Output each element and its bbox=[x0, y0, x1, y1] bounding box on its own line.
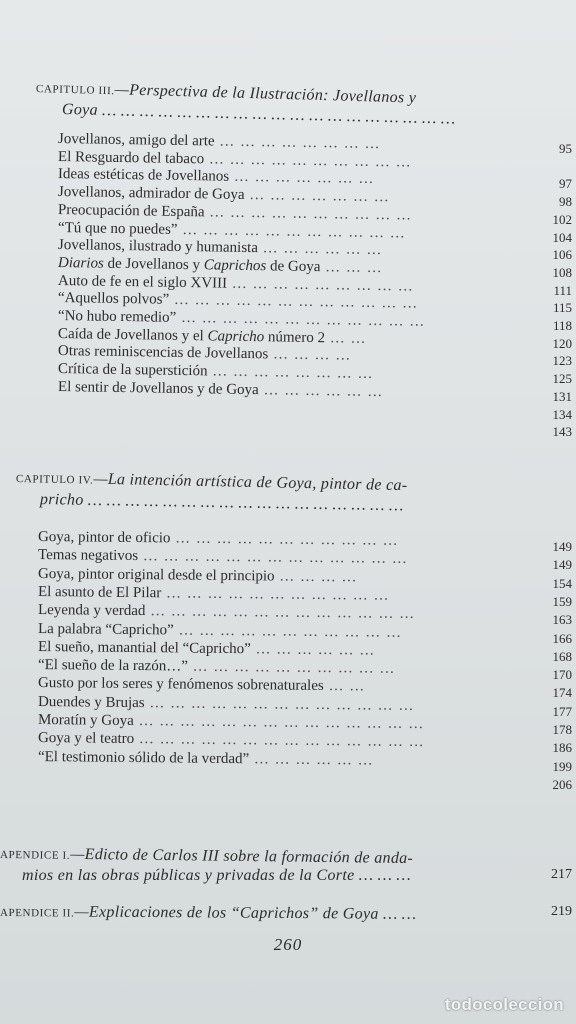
dot-leader: … … … … … … … … … … … bbox=[177, 221, 406, 241]
chapter-4-title-line2: pricho … … … … … … … … … … … … … … … … … bbox=[39, 491, 404, 515]
dot-leader: … … … … … … … … … … … bbox=[173, 621, 403, 641]
toc-entry-title: de Goya bbox=[266, 258, 321, 276]
toc-entry-title: Otras reminiscencias de Jovellanos bbox=[57, 343, 269, 363]
dot-leader: … … … … … … … … … … … bbox=[170, 530, 399, 549]
dot-leader: … … … … … … … … … … … … … bbox=[145, 603, 416, 623]
toc-entry-page: 159 bbox=[552, 593, 572, 609]
dot-leader: … … … … bbox=[268, 346, 352, 364]
toc-entry-title: Capricho bbox=[207, 328, 265, 345]
toc-entry-title: Duendes y Brujas bbox=[37, 693, 145, 711]
toc-entry-page: 104 bbox=[552, 229, 572, 245]
appendix-1-title-line1: —Edicto de Carlos III sobre la formación de anda- bbox=[70, 845, 414, 868]
dot-leader: … … … … … … bbox=[257, 240, 383, 259]
toc-entry-title: Temas negativos bbox=[37, 547, 139, 565]
chapter-3-label: CAPITULO III. bbox=[35, 83, 115, 98]
dot-leader: … … … … … … … bbox=[229, 169, 375, 188]
toc-entry-page: 206 bbox=[552, 776, 572, 792]
chapter-4-title-line1: —La intención artística de Goya, pintor de ca- bbox=[93, 470, 408, 495]
dot-leader: … … … … … … … … … … … bbox=[161, 585, 390, 604]
toc-entry-page: 98 bbox=[559, 194, 572, 210]
chapter-4-heading-line2 bbox=[40, 488, 404, 518]
toc-entry-page: 111 bbox=[553, 282, 572, 298]
chapter-3-title-line1: —Perspectiva de la Ilustración: Jovellanos y bbox=[114, 81, 417, 107]
toc-entry-title: “No hubo remedio” bbox=[57, 308, 177, 326]
dot-leader: … … … … … … … … … … … … … … bbox=[134, 731, 425, 751]
chapter-4-label: CAPITULO IV. bbox=[15, 473, 94, 487]
appendix-1-label: APENDICE I. bbox=[0, 849, 71, 862]
toc-entry-page: 149 bbox=[552, 539, 572, 554]
toc-entry-title: “Aquellos polvos” bbox=[57, 290, 170, 309]
dot-leader: … … … … … … … … … … … … … bbox=[144, 694, 415, 714]
toc-entry-title: número 2 bbox=[264, 328, 326, 346]
appendix-1-page: 217 bbox=[551, 867, 572, 882]
toc-entry-title: Goya, pintor original desde el principio bbox=[37, 565, 275, 585]
toc-entry-title: Moratín y Goya bbox=[37, 712, 134, 730]
toc-entry-title: “El testimonio sólido de la verdad” bbox=[37, 748, 250, 767]
dot-leader: … … … bbox=[320, 259, 383, 276]
toc-entry-title: de Jovellanos y bbox=[103, 255, 204, 274]
toc-entry-page: 106 bbox=[552, 247, 572, 263]
toc-entry-page: 149 bbox=[552, 557, 572, 573]
dot-leader: … … … … … … bbox=[250, 641, 376, 659]
appendix-2-page: 219 bbox=[551, 904, 572, 919]
dot-leader: … … … … … … … … … … … … … … bbox=[133, 713, 425, 733]
dot-leader: … … … … … … … bbox=[244, 187, 390, 206]
toc-entry-page: 102 bbox=[552, 211, 572, 227]
toc-entry-page: 97 bbox=[559, 176, 572, 192]
toc-entry-page: 118 bbox=[552, 318, 572, 333]
dot-leader: … … … … … … … … … … bbox=[204, 150, 412, 171]
toc-entry-page: 108 bbox=[552, 264, 572, 280]
toc-entry-page: 154 bbox=[552, 575, 572, 591]
toc-entry-page: 125 bbox=[552, 371, 572, 387]
toc-entry-title: Leyenda y verdad bbox=[37, 602, 146, 620]
appendix-2-title-line1: —Explicaciones de los “Caprichos” de Goya … … bbox=[74, 903, 417, 923]
toc-entry-title: Ideas estéticas de Jovellanos bbox=[57, 166, 230, 186]
toc-entry-title: La palabra “Capricho” bbox=[37, 620, 174, 638]
appendix-2-heading bbox=[0, 900, 416, 928]
toc-entry-title: Caprichos bbox=[203, 257, 267, 275]
toc-entry-title: Jovellanos, admirador de Goya bbox=[57, 184, 245, 204]
dot-leader: … … … … … … … … … … … … bbox=[169, 292, 419, 312]
toc-entry-title: Crítica de la superstición bbox=[57, 361, 208, 380]
toc-entry-page: 120 bbox=[552, 335, 572, 351]
watermark-logo: todocoleccion bbox=[444, 995, 564, 1014]
appendix-2-label: APENDICE II. bbox=[0, 907, 75, 920]
dot-leader: … … … … … … … … … … … … bbox=[176, 309, 426, 330]
toc-entry-page: 168 bbox=[552, 648, 572, 664]
toc-entry-title: Auto de fe en el siglo XVIII bbox=[57, 272, 228, 292]
dot-leader: … … … … … … … … … … bbox=[187, 658, 396, 677]
toc-entry-page: 178 bbox=[552, 722, 572, 737]
dot-leader: … … … … … … … … bbox=[214, 133, 381, 153]
chapter-3-title-line2: Goya … … … … … … … … … … … … … … … … … … … bbox=[61, 101, 456, 128]
toc-entry-page: 115 bbox=[552, 300, 572, 316]
toc-entry-title: Diarios bbox=[57, 254, 104, 272]
appendix-1-heading-line2 bbox=[22, 864, 411, 888]
dot-leader: … … … … … … … … … … … … … bbox=[138, 548, 409, 568]
dot-leader: … … … … … … bbox=[258, 381, 384, 400]
toc-entry-title: El sentir de Jovellanos y de Goya bbox=[57, 378, 259, 398]
toc-entry-page: 134 bbox=[552, 406, 572, 422]
toc-entry-title: Jovellanos, amigo del arte bbox=[57, 131, 215, 150]
toc-entry-page: 163 bbox=[552, 612, 572, 628]
toc-entry-title: “El sueño de la razón…” bbox=[37, 657, 189, 675]
dot-leader: … … … … … … … … … bbox=[226, 275, 414, 295]
toc-entry-page: 174 bbox=[552, 685, 572, 701]
toc-entry-title: Goya y el teatro bbox=[37, 730, 135, 748]
toc-entry-title: El asunto de El Pilar bbox=[37, 583, 162, 602]
toc-entry-title: El Resguardo del tabaco bbox=[57, 148, 205, 167]
dot-leader: … … … … … … … … bbox=[207, 363, 374, 383]
toc-entry-page: 123 bbox=[552, 353, 572, 369]
toc-entry-title: Goya, pintor de oficio bbox=[37, 529, 171, 547]
toc-entry-title: Jovellanos, ilustrado y humanista bbox=[57, 237, 259, 257]
dot-leader: … … … … … … … … … … bbox=[204, 204, 413, 224]
toc-entry-page: 166 bbox=[552, 630, 572, 646]
toc-entry-page: 95 bbox=[559, 141, 572, 156]
toc-entry-page: 170 bbox=[552, 667, 572, 683]
toc-entry-page: 177 bbox=[552, 703, 572, 719]
toc-entry-page: 186 bbox=[552, 740, 572, 756]
page-number: 260 bbox=[273, 935, 303, 954]
toc-entry-title: Preocupación de España bbox=[57, 201, 205, 221]
dot-leader: … … … … … … bbox=[249, 750, 374, 769]
toc-entry-page: 131 bbox=[552, 388, 572, 404]
toc-entry-title: “Tú que no puedes” bbox=[57, 219, 178, 238]
toc-entry-title: El sueño, manantial del “Capricho” bbox=[37, 638, 251, 658]
toc-entry-title: Caída de Jovellanos y el bbox=[57, 325, 208, 345]
dot-leader: … … bbox=[323, 678, 366, 695]
toc-entry-title: Gusto por los seres y fenómenos sobrenaturales bbox=[37, 675, 324, 695]
dot-leader: … … … … bbox=[274, 568, 358, 585]
toc-entry-page: 199 bbox=[552, 758, 572, 774]
toc-entry-page: 143 bbox=[552, 424, 572, 440]
appendix-1-title-line2: mios en las obras públicas y privadas de la Corte … … … bbox=[22, 867, 411, 884]
dot-leader: … … bbox=[324, 329, 367, 347]
